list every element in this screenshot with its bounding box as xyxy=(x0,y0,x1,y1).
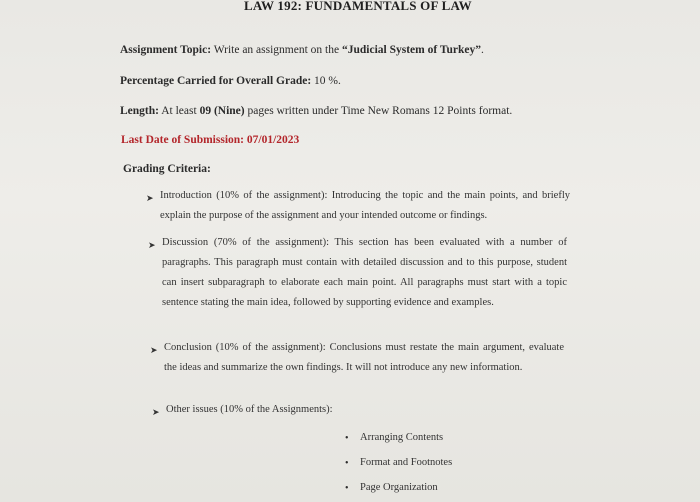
criteria-conclusion: Conclusion (10% of the assignment): Conclusions must restate the main argument, evaluate the ideas and summarize the own findings. It will not introduce any new information. xyxy=(164,342,564,373)
submission-deadline: Last Date of Submission: 07/01/2023 xyxy=(121,134,300,146)
percentage-line xyxy=(120,75,341,87)
sub-item-page-organization: Page Organization xyxy=(360,482,438,493)
criteria-other-issues: Other issues (10% of the Assignments): xyxy=(166,404,333,415)
criteria-introduction: Introduction (10% of the assignment): Introducing the topic and the main points, and briefly explain the purpose of the assignment and your intended outcome or findings. xyxy=(160,190,570,221)
arrow-bullet-icon: ➤ xyxy=(146,193,154,203)
sub-item-format-footnotes: Format and Footnotes xyxy=(360,457,453,468)
sub-item-arranging-contents: Arranging Contents xyxy=(360,432,444,443)
arrow-bullet-icon: ➤ xyxy=(150,345,158,355)
arrow-bullet-icon: ➤ xyxy=(152,407,160,417)
grading-criteria-heading: Grading Criteria: xyxy=(123,163,211,175)
criteria-discussion: Discussion (70% of the assignment): This section has been evaluated with a number of paragraphs. This paragraph must contain with detailed discussion and to this purpose, student can insert subparagraph to elaborate each main point. All paragraphs must start with a topic sentence stating the main idea, followed by supporting evidence and examples. xyxy=(162,237,567,308)
length-text: At least xyxy=(161,105,200,117)
topic-end: . xyxy=(480,44,484,56)
percentage-value: 10 %. xyxy=(314,75,341,87)
length-line xyxy=(120,105,512,117)
topic-label: Assignment Topic: xyxy=(120,44,212,56)
length-label: Length: xyxy=(120,105,159,117)
bullet-dot-icon: • xyxy=(345,433,349,444)
topic-text: Write an assignment on the xyxy=(213,44,342,56)
assignment-topic-line xyxy=(120,44,484,56)
percentage-label: Percentage Carried for Overall Grade: xyxy=(120,75,312,87)
bullet-dot-icon: • xyxy=(345,458,349,469)
page-title: LAW 192: FUNDAMENTALS OF LAW xyxy=(244,0,472,13)
bullet-dot-icon: • xyxy=(345,483,349,494)
length-pages: 09 (Nine) xyxy=(199,105,245,117)
length-format: pages written under Time New Romans 12 Points format. xyxy=(244,105,513,117)
arrow-bullet-icon: ➤ xyxy=(148,240,156,250)
topic-title: “Judicial System of Turkey” xyxy=(341,44,481,56)
